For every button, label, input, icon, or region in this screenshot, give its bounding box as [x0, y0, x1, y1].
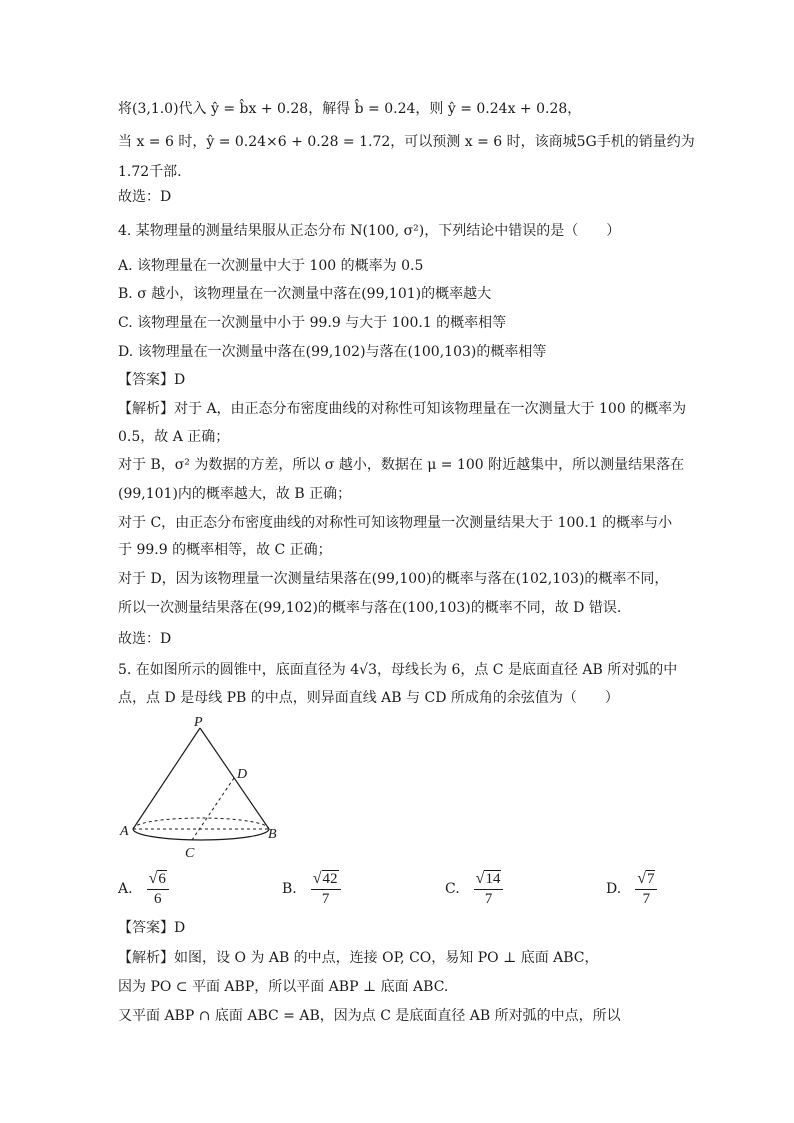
- point-label-d: D: [237, 767, 248, 782]
- cone-generatrix-pb: [200, 728, 269, 829]
- solution-line: 因为 PO ⊂ 平面 ABP，所以平面 ABP ⊥ 底面 ABC.: [118, 979, 449, 995]
- question-4-stem: 4. 某物理量的测量结果服从正态分布 N(100, σ²)，下列结论中错误的是（ ）: [118, 223, 621, 239]
- explanation-line: 0.5，故 A 正确；: [118, 429, 230, 445]
- question-4-option-c: C. 该物理量在一次测量中小于 99.9 与大于 100.1 的概率相等: [118, 315, 507, 331]
- solution-line: 又平面 ABP ∩ 底面 ABC = AB，因为点 C 是底面直径 AB 所对弧的中点，所以: [118, 1008, 621, 1024]
- explanation-line: 故选：D: [118, 631, 172, 647]
- answer-label: 【答案】D: [118, 372, 186, 388]
- text-line: 将(3,1.0)代入 ŷ = b̂x + 0.28，解得 b̂ = 0.24，则 ŷ = 0.24x + 0.28，: [118, 101, 582, 117]
- choice-b: B. √ 42 7: [282, 870, 341, 908]
- choice-b-value: √ 42 7: [311, 870, 341, 908]
- choice-c-value: √ 14 7: [474, 870, 504, 908]
- text-line: 故选：D: [118, 189, 172, 205]
- solution-line: 【解析】如图，设 O 为 AB 的中点，连接 OP, CO，易知 PO ⊥ 底面 ABC，: [118, 950, 599, 966]
- point-label-p: P: [194, 715, 203, 730]
- cone-figure: [110, 712, 300, 862]
- cone-generatrix-pa: [133, 728, 200, 829]
- base-back-arc: [133, 818, 269, 829]
- explanation-line: 对于 C，由正态分布密度曲线的对称性可知该物理量一次测量结果大于 100.1 的概率与小: [118, 515, 673, 531]
- question-5-stem: 点，点 D 是母线 PB 的中点，则异面直线 AB 与 CD 所成角的余弦值为（ ）: [118, 690, 619, 706]
- explanation-line: (99,101)内的概率越大，故 B 正确；: [118, 486, 352, 502]
- explanation-line: 【解析】对于 A，由正态分布密度曲线的对称性可知该物理量在一次测量大于 100 的概率为: [118, 401, 687, 417]
- explanation-line: 对于 B，σ² 为数据的方差，所以 σ 越小，数据在 μ = 100 附近越集中，所以测量结果落在: [118, 457, 685, 473]
- answer-label: 【答案】D: [118, 920, 186, 936]
- point-label-c: C: [185, 846, 195, 861]
- question-4-option-b: B. σ 越小，该物理量在一次测量中落在(99,101)的概率越大: [118, 286, 492, 302]
- choice-a-value: √ 6 6: [147, 870, 169, 908]
- explanation-line: 所以一次测量结果落在(99,102)的概率与落在(100,103)的概率不同，故 D 错误.: [118, 600, 622, 616]
- choice-c: C. √ 14 7: [445, 870, 503, 908]
- choice-a: A. √ 6 6: [118, 870, 169, 908]
- question-4-option-a: A. 该物理量在一次测量中大于 100 的概率为 0.5: [118, 258, 424, 274]
- question-4-option-d: D. 该物理量在一次测量中落在(99,102)与落在(100,103)的概率相等: [118, 344, 547, 360]
- explanation-line: 于 99.9 的概率相等，故 C 正确；: [118, 542, 332, 558]
- choice-d: D. √ 7 7: [606, 870, 657, 908]
- base-front-arc: [133, 829, 269, 840]
- point-label-a: A: [120, 824, 129, 839]
- explanation-line: 对于 D，因为该物理量一次测量结果落在(99,100)的概率与落在(102,103)的概率不同，: [118, 571, 669, 587]
- point-label-b: B: [268, 827, 277, 842]
- text-line: 当 x = 6 时，ŷ = 0.24×6 + 0.28 = 1.72，可以预测 x = 6 时，该商城5G手机的销量约为: [118, 134, 695, 150]
- text-line: 1.72千部.: [118, 164, 182, 180]
- segment-cd: [192, 778, 234, 840]
- question-5-stem: 5. 在如图所示的圆锥中，底面直径为 4√3，母线长为 6，点 C 是底面直径 AB 所对弧的中: [118, 662, 678, 678]
- choice-d-value: √ 7 7: [635, 870, 657, 908]
